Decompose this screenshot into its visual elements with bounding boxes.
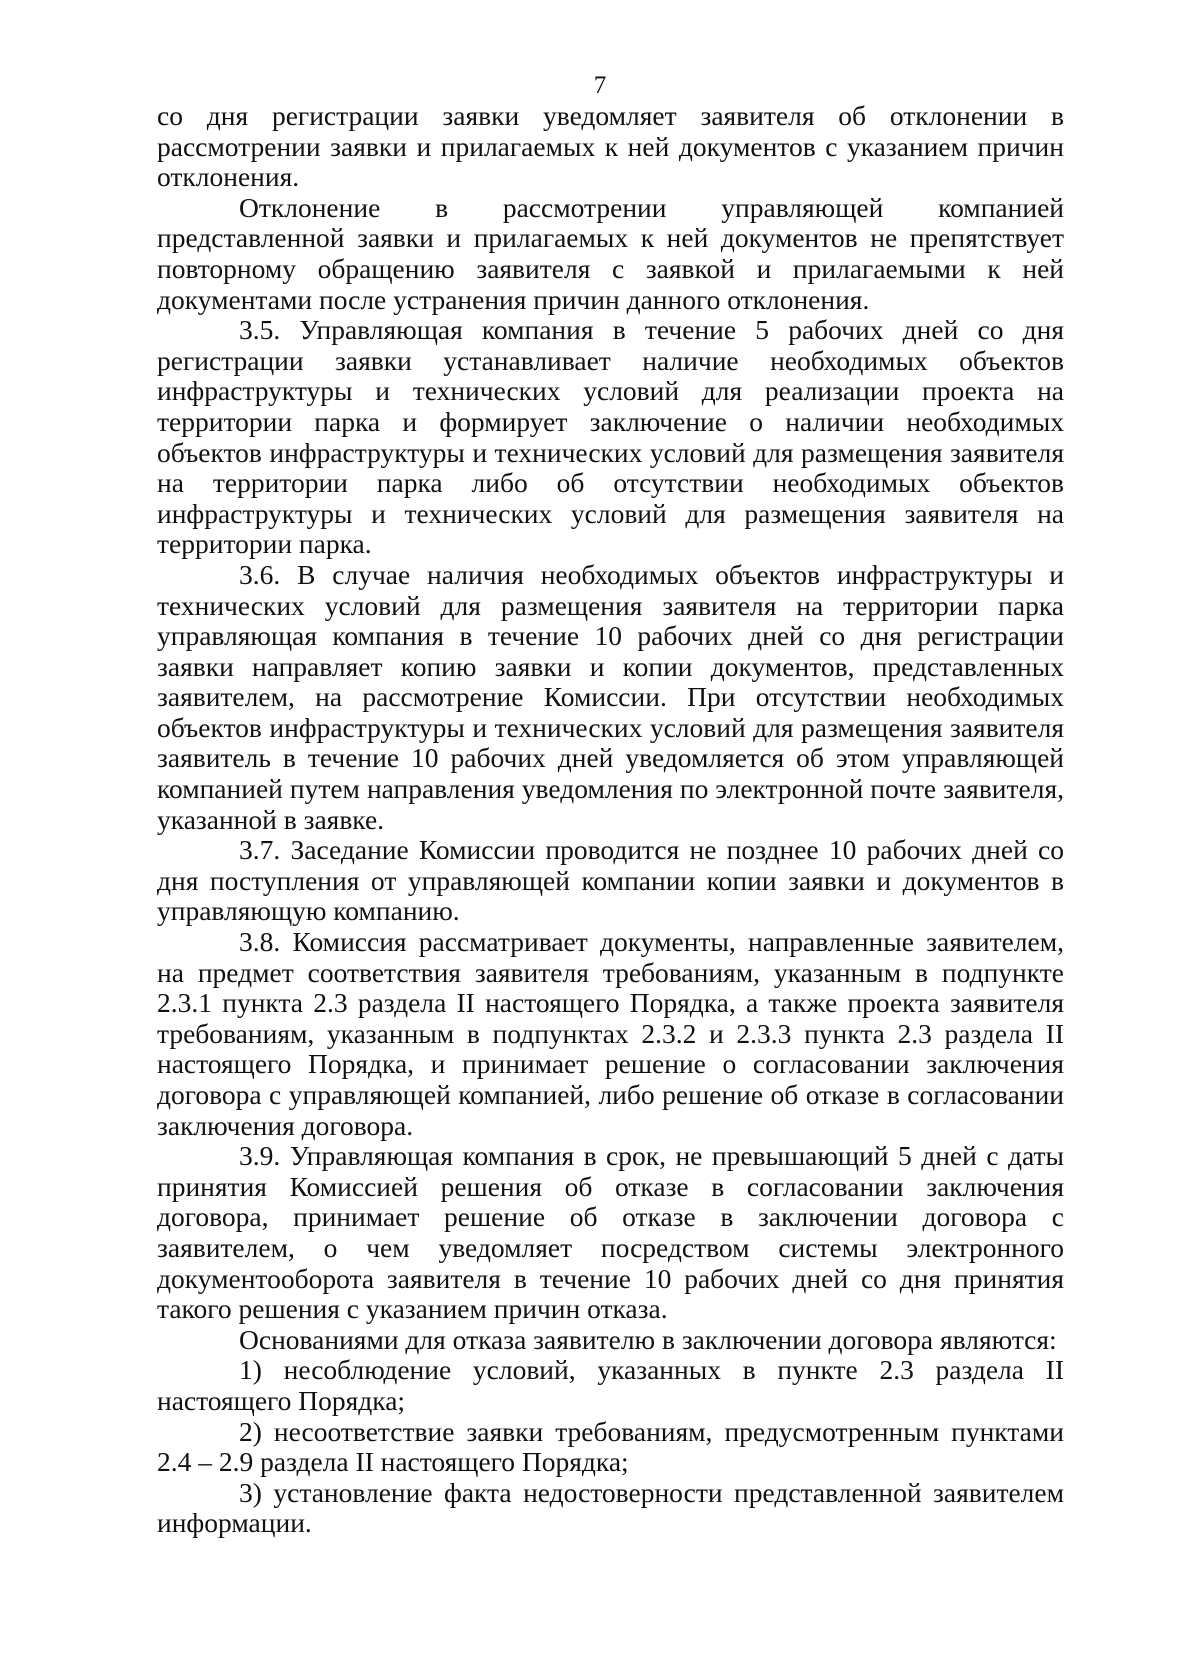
list-item-1: 1) несоблюдение условий, указанных в пункте 2.3 раздела II настоящего Порядка; xyxy=(157,1354,1064,1416)
paragraph: со дня регистрации заявки уведомляет заявителя об отклонении в рассмотрении заявки и прилагаемых к ней документов с указанием причин отклонения. xyxy=(157,100,1064,193)
paragraph-3-6: 3.6. В случае наличия необходимых объектов инфраструктуры и технических условий для размещения заявителя на территории парка управляющая компания в течение 10 рабочих дней со дня регистрации заявки направляет копию заявки и копии документов, представленных заявителем, на рассмотрение Комиссии. При отсутствии необходимых объектов инфраструктуры и технических условий для размещения заявителя заявитель в течение 10 рабочих дней уведомляется об этом управляющей компанией путем направления уведомления по электронной почте заявителя, указанной в заявке. xyxy=(157,558,1064,835)
paragraph-3-7: 3.7. Заседание Комиссии проводится не позднее 10 рабочих дней со дня поступления от управляющей компании копии заявки и документов в управляющую компанию. xyxy=(157,834,1064,927)
paragraph-3-8: 3.8. Комиссия рассматривает документы, направленные заявителем, на предмет соответствия заявителя требованиям, указанным в подпункте 2.3.1 пункта 2.3 раздела II настоящего Порядка, а также проекта заявителя требованиям, указанным в подпунктах 2.3.2 и 2.3.3 пункта 2.3 раздела II настоящего Порядка, и принимает решение о согласовании заключения договора с управляющей компанией, либо решение об отказе в согласовании заключения договора. xyxy=(157,926,1064,1141)
page-number: 7 xyxy=(593,72,607,99)
paragraph-3-5: 3.5. Управляющая компания в течение 5 рабочих дней со дня регистрации заявки устанавливает наличие необходимых объектов инфраструктуры и технических условий для реализации проекта на территории парка и формирует заключение о наличии необходимых объектов инфраструктуры и технических условий для размещения заявителя на территории парка либо об отсутствии необходимых объектов инфраструктуры и технических условий для размещения заявителя на территории парка. xyxy=(157,314,1064,560)
paragraph-3-9: 3.9. Управляющая компания в срок, не превышающий 5 дней с даты принятия Комиссией решения об отказе в согласовании заключения договора, принимает решение об отказе в заключении договора с заявителем, о чем уведомляет посредством системы электронного документооборота заявителя в течение 10 рабочих дней со дня принятия такого решения с указанием причин отказа. xyxy=(157,1140,1064,1325)
grounds-intro: Основаниями для отказа заявителю в заключении договора являются: xyxy=(239,1323,1057,1355)
list-item-3: 3) установление факта недостоверности представленной заявителем информации. xyxy=(157,1476,1064,1539)
paragraph: Отклонение в рассмотрении управляющей компанией представленной заявки и прилагаемых к ней документов не препятствует повторному обращению заявителя с заявкой и прилагаемыми к ней документами после устранения причин данного отклонения. xyxy=(157,191,1064,315)
document-body xyxy=(157,101,1064,1539)
list-item-2: 2) несоответствие заявки требованиям, предусмотренным пунктами 2.4 – 2.9 раздела II настоящего Порядка; xyxy=(157,1415,1064,1478)
